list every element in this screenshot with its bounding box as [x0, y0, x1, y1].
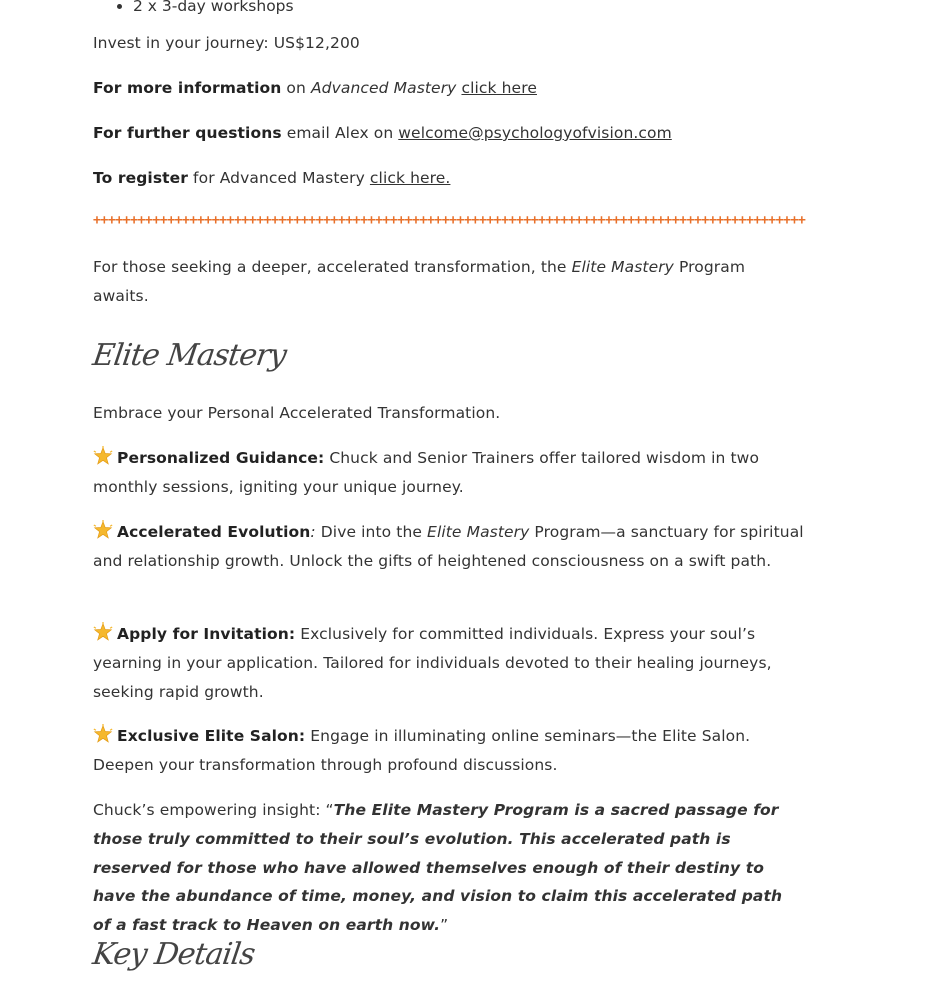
- plus-divider: ++++++++++++++++++++++++++++++++++++++++++++++++++++++++++++++++++++++++++++++++++++++++++++++++: [93, 213, 806, 228]
- questions-text: email Alex on: [281, 124, 399, 142]
- intro-paragraph: [93, 253, 805, 311]
- feature-apply-for-invitation: [93, 620, 805, 706]
- feature-text: Engage in illuminating online seminars—the Elite Salon. Deepen your transformation through profound discussions.: [93, 727, 751, 774]
- feature-text-before: Dive into the: [315, 523, 428, 541]
- intro-program: Elite Mastery: [571, 258, 674, 276]
- insight-paragraph: [93, 796, 805, 940]
- embrace-line: Embrace your Personal Accelerated Transformation.: [93, 404, 501, 422]
- glowing-star-icon: [93, 520, 113, 540]
- glowing-star-icon: [93, 622, 113, 642]
- insight-quote: The Elite Mastery Program is a sacred passage for those truly committed to their soul’s evolution. This accelerated path is reserved for those who have allowed themselves enough of their destiny to have the abundance of time, money, and vision to claim this accelerated path of a fast track to Heaven on earth now.: [93, 801, 783, 935]
- workshops-list: [133, 0, 294, 20]
- insight-end: ”: [440, 916, 449, 935]
- insight-lead: Chuck’s empowering insight: “: [93, 801, 334, 819]
- feature-title: Apply for Invitation:: [117, 625, 296, 643]
- questions-label: For further questions: [93, 124, 282, 142]
- glowing-star-icon: [93, 446, 113, 466]
- more-info-program: Advanced Mastery: [310, 79, 457, 97]
- feature-text: Exclusively for committed individuals. Express your soul’s yearning in your application. Tailored for individuals devoted to their healing journeys, seeking rapid growth.: [93, 625, 772, 701]
- feature-text: Chuck and Senior Trainers offer tailored wisdom in two monthly sessions, igniting your unique journey.: [93, 449, 760, 496]
- invest-price: Invest in your journey: US$12,200: [93, 34, 360, 52]
- feature-accelerated-evolution: [93, 518, 805, 576]
- more-info-label: For more information: [93, 79, 282, 97]
- intro-after: Program awaits.: [93, 258, 746, 305]
- feature-program: Elite Mastery: [427, 523, 530, 541]
- feature-exclusive-elite-salon: [93, 722, 805, 780]
- register-text: for Advanced Mastery: [188, 169, 370, 187]
- list-item: • 2 x 3-day workshops: [133, 0, 294, 20]
- feature-text: Program—a sanctuary for spiritual and relationship growth. Unlock the gifts of heightened consciousness on a swift path.: [93, 523, 804, 570]
- glowing-star-icon: [93, 724, 113, 744]
- register-line: [93, 164, 805, 193]
- more-info-line: [93, 74, 805, 103]
- feature-colon: :: [310, 523, 316, 541]
- feature-title: Exclusive Elite Salon:: [117, 727, 306, 745]
- elite-mastery-heading: Elite Mastery: [90, 338, 289, 373]
- more-info-link[interactable]: click here: [461, 79, 537, 97]
- email-link[interactable]: welcome@psychologyofvision.com: [398, 124, 672, 142]
- register-link[interactable]: click here.: [369, 169, 451, 187]
- register-label: To register: [93, 169, 189, 187]
- feature-title: Accelerated Evolution: [117, 523, 311, 541]
- more-info-on: on: [281, 79, 311, 97]
- feature-title: Personalized Guidance:: [117, 449, 325, 467]
- questions-line: [93, 119, 805, 148]
- key-details-heading: Key Details: [90, 937, 257, 972]
- feature-personalized-guidance: [93, 444, 805, 502]
- intro-before: For those seeking a deeper, accelerated transformation, the: [93, 258, 572, 276]
